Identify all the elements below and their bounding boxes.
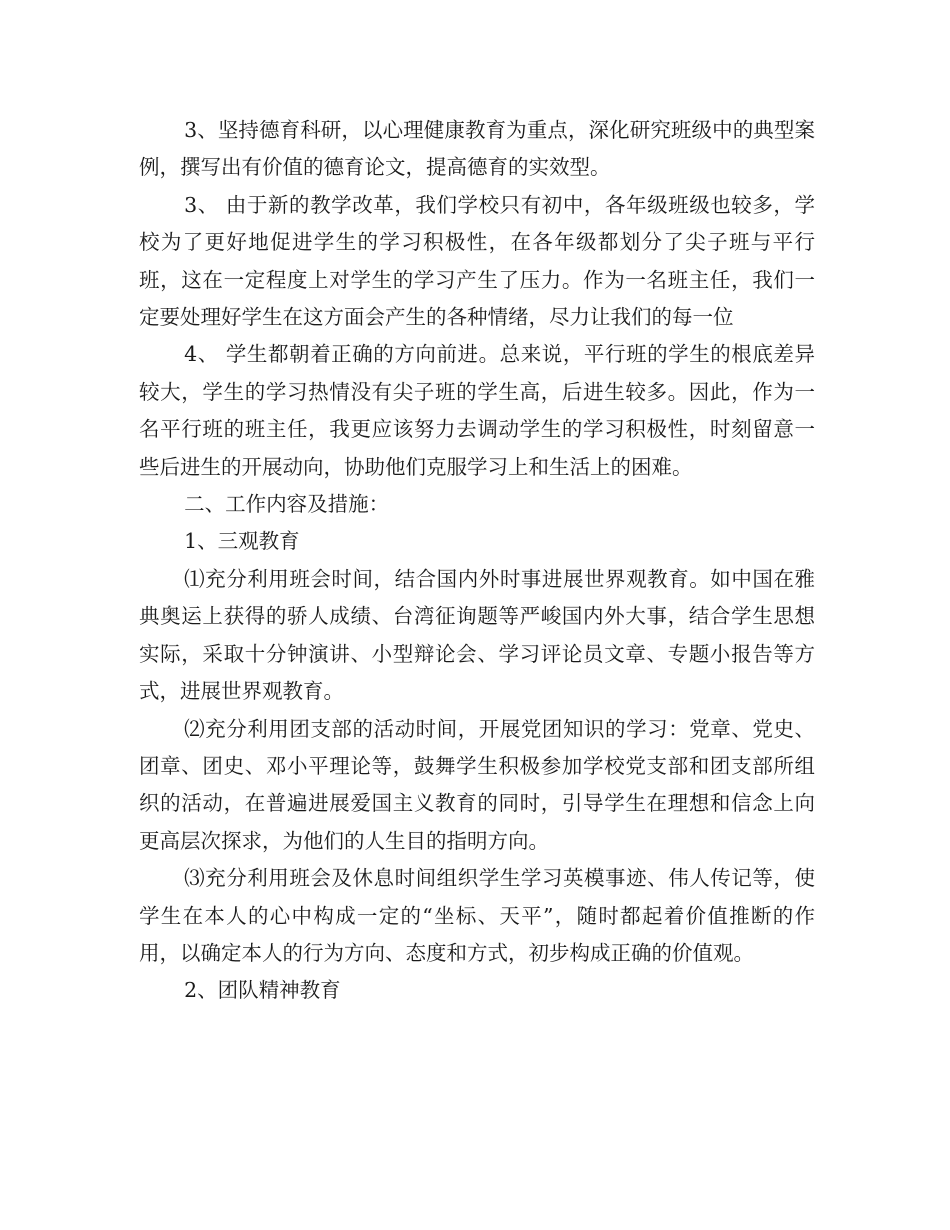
paragraph-class-streaming: 3、 由于新的教学改革，我们学校只有初中，各年级班级也较多，学校为了更好地促进学生的学习积极性，在各年级都划分了尖子班与平行班，这在一定程度上对学生的学习产生了压力。作为一名班主任，我们一定要处理好学生在这方面会产生的各种情绪，尽力让我们的每一位 <box>139 192 815 330</box>
item-values: ⑶充分利用班会及休息时间组织学生学习英模事迹、伟人传记等，使学生在本人的心中构成一定的“坐标、天平”，随时都起着价值推断的作用，以确定本人的行为方向、态度和方式，初步构成正确的价值观。 <box>139 866 815 965</box>
item-league-branch: ⑵充分利用团支部的活动时间，开展党团知识的学习：党章、党史、团章、团史、邓小平理论等，鼓舞学生积极参加学校党支部和团支部所组织的活动，在普遍进展爱国主义教育的同时，引导学生在理想和信念上向更高层次探求，为他们的人生目的指明方向。 <box>139 716 815 853</box>
section-heading: 二、工作内容及措施： <box>184 492 390 517</box>
subheading-three-views: 1、三观教育 <box>184 529 300 554</box>
document-page <box>139 112 815 1010</box>
paragraph-moral-research: 3、坚持德育科研，以心理健康教育为重点，深化研究班级中的典型案例，撰写出有价值的德育论文，提高德育的实效型。 <box>139 118 815 180</box>
item-worldview: ⑴充分利用班会时间，结合国内外时事进展世界观教育。如中国在雅典奥运上获得的骄人成绩、台湾征询题等严峻国内外大事，结合学生思想实际，采取十分钟演讲、小型辩论会、学习评论员文章、专题小报告等方式，进展世界观教育。 <box>139 566 815 704</box>
paragraph-parallel-class: 4、 学生都朝着正确的方向前进。总来说，平行班的学生的根底差异较大，学生的学习热情没有尖子班的学生高，后进生较多。因此，作为一名平行班的班主任，我更应该努力去调动学生的学习积极性，时刻留意一些后进生的开展动向，协助他们克服学习上和生活上的困难。 <box>139 342 815 479</box>
subheading-team-spirit: 2、团队精神教育 <box>184 978 341 1003</box>
